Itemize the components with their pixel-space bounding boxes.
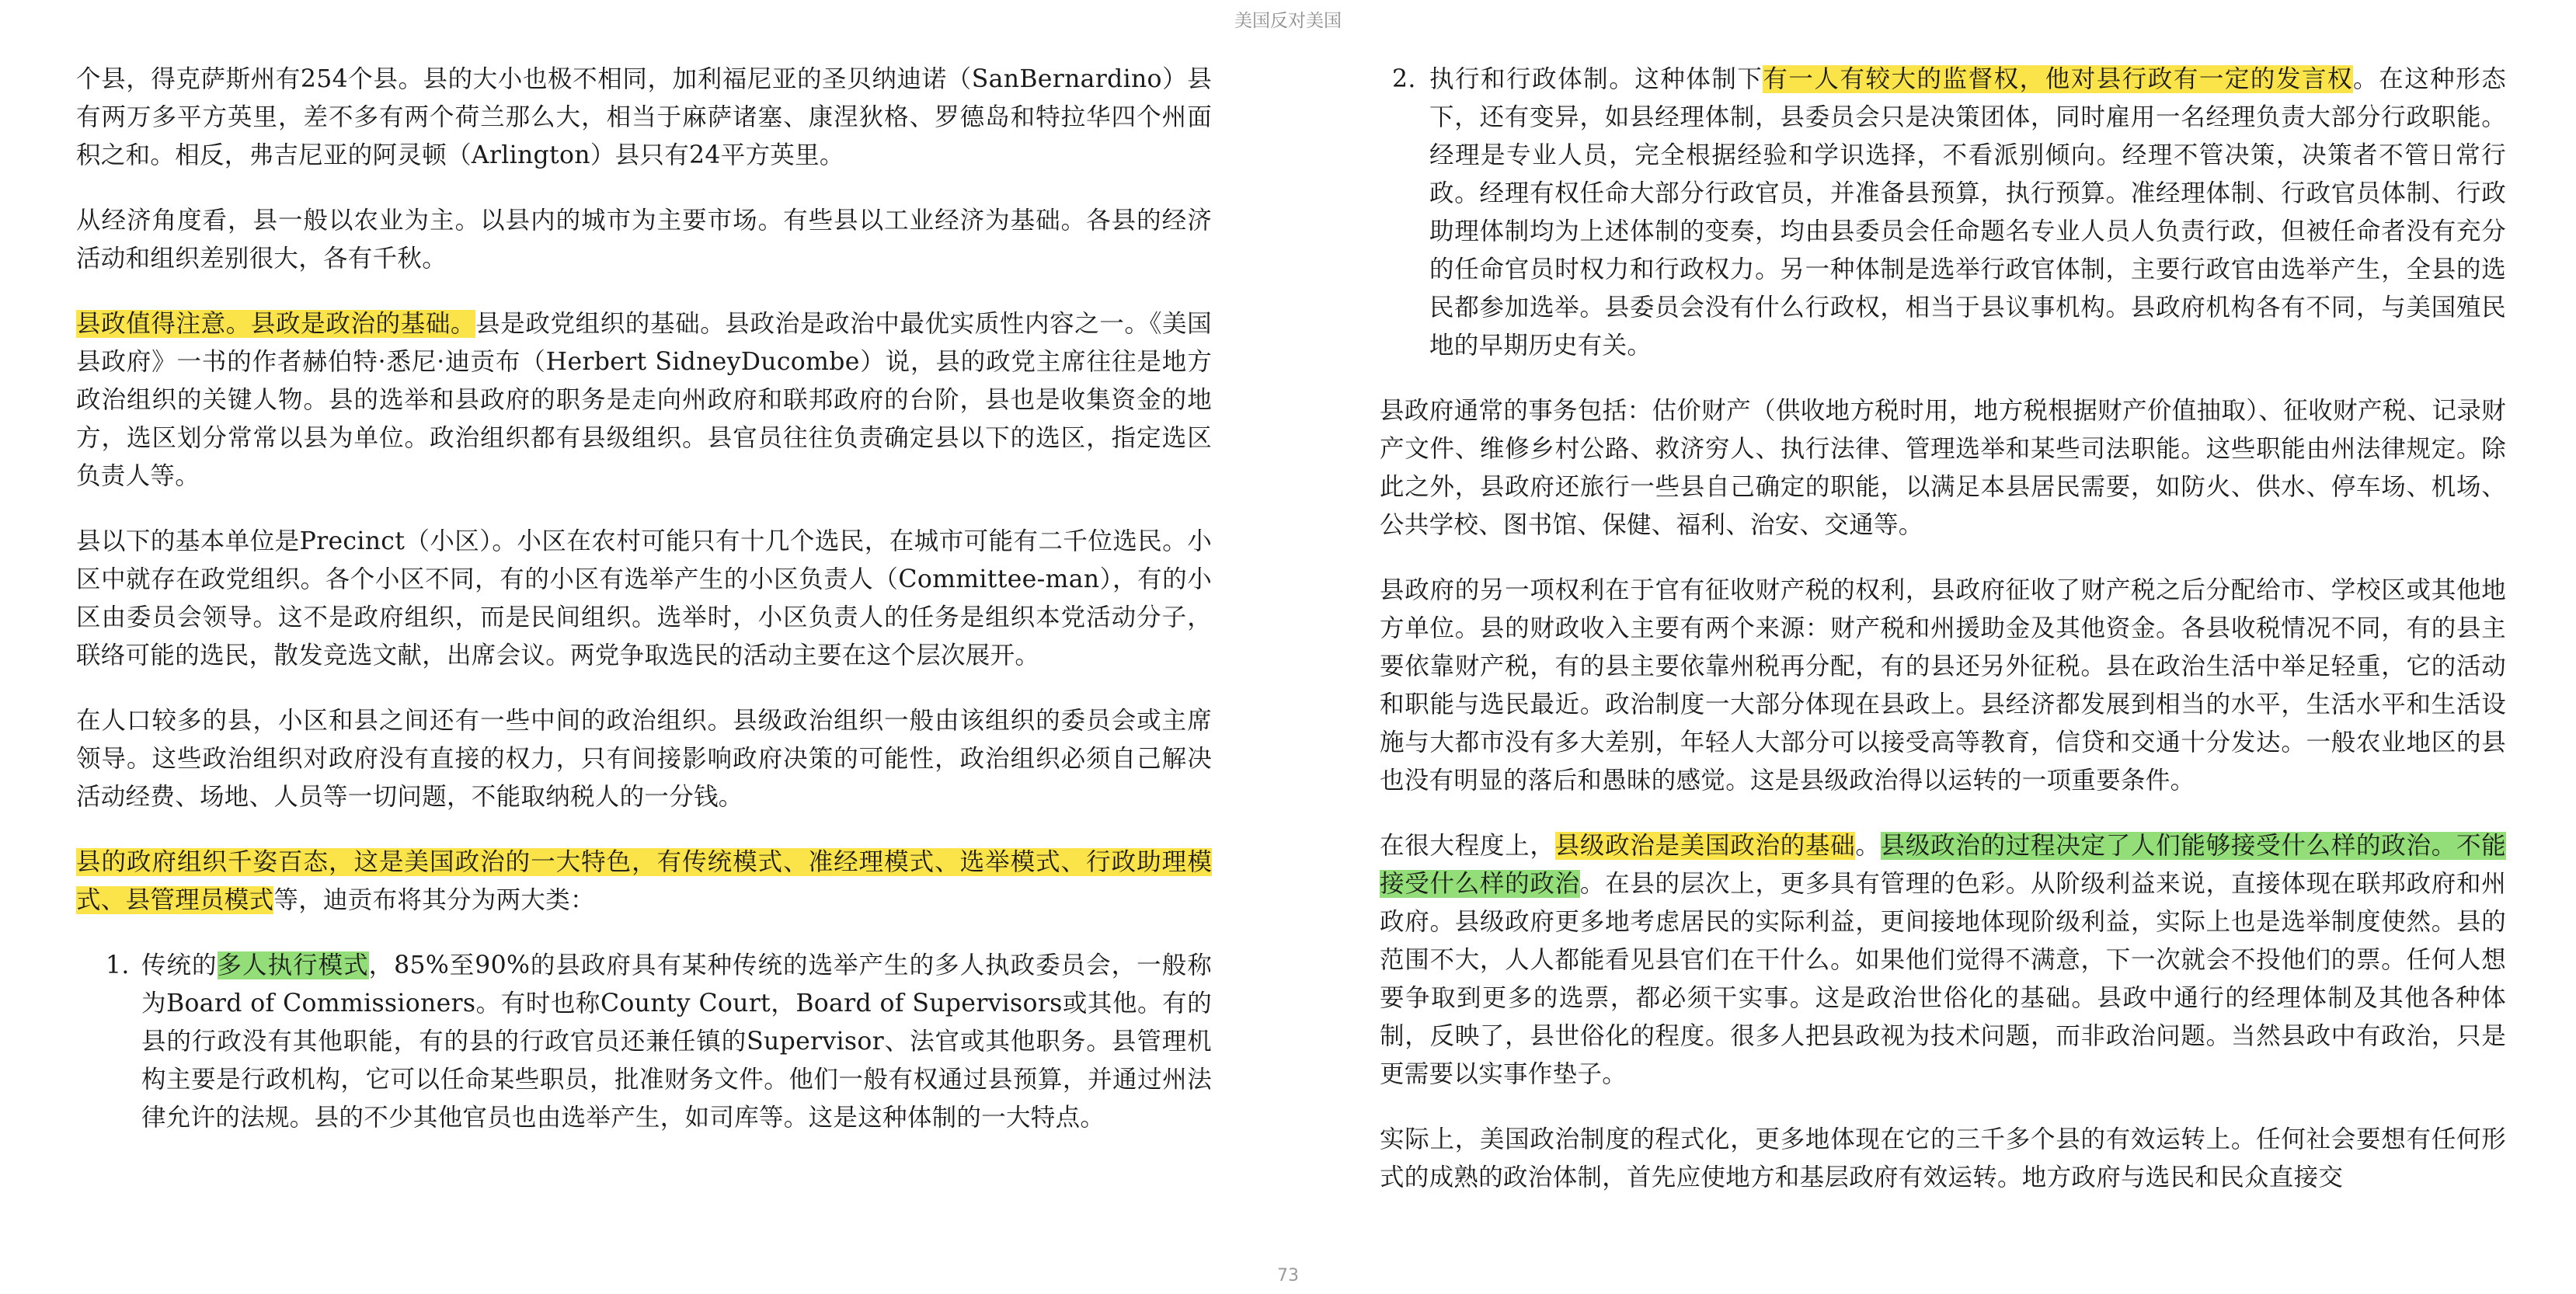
- left-page-column: [76, 61, 1212, 1164]
- list-number: 2.: [1392, 65, 1416, 93]
- book-title: 美国反对美国: [1234, 11, 1342, 31]
- right-page-column: [1380, 61, 2506, 1224]
- paragraph: 县政值得注意。县政是政治的基础。县是政党组织的基础。县政治是政治中最优实质性内容之一。《美国县政府》一书的作者赫伯特·悉尼·迪贡布（Herbert SidneyDucombe）说，县的政党主席往往是地方政治组织的关键人物。县的选举和县政府的职务是走向州政府和联邦政府的台阶，县也是收集资金的地方，选区划分常常以县为单位。政治组织都有县级组织。县官员往往负责确定县以下的选区，指定选区负责人等。: [76, 310, 1212, 490]
- highlight-yellow[interactable]: 县政值得注意。县政是政治的基础。: [76, 310, 476, 338]
- highlight-yellow[interactable]: 县的政府组织千姿百态，这是美国政治的一大特色，有传统模式、准经理模式、选举模式、行政助理模式、县管理员模式: [76, 848, 1212, 914]
- list-number: 1.: [106, 951, 130, 979]
- highlight-yellow[interactable]: 县级政治是美国政治的基础: [1554, 832, 1856, 860]
- paragraph: 县以下的基本单位是Precinct（小区）。小区在农村可能只有十几个选民，在城市可能有二千位选民。小区中就存在政党组织。各个小区不同，有的小区有选举产生的小区负责人（Committee-man），有的小区由委员会领导。这不是政府组织，而是民间组织。选举时，小区负责人的任务是组织本党活动分子，联络可能的选民，散发竞选文献，出席会议。两党争取选民的活动主要在这个层次展开。: [76, 527, 1212, 670]
- highlight-yellow[interactable]: 有一人有较大的监督权，他对县行政有一定的发言权: [1763, 65, 2354, 93]
- paragraph: 从经济角度看，县一般以农业为主。以县内的城市为主要市场。有些县以工业经济为基础。各县的经济活动和组织差别很大，各有千秋。: [76, 207, 1212, 273]
- page-number: 73: [1277, 1266, 1299, 1285]
- list-item: 1. 传统的多人执行模式，85%至90%的县政府具有某种传统的选举产生的多人执政委员会，一般称为Board of Commissioners。有时也称County Court，Board of Supervisors或其他。有的县的行政没有其他职能，有的县的行政官员还兼任镇的Supervisor、法官或其他职务。县管理机构主要是行政机构，它可以任命某些职员，批准财务文件。他们一般有权通过县预算，并通过州法律允许的法规。县的不少其他官员也由选举产生，如司库等。这是这种体制的一大特点。: [76, 947, 1212, 1137]
- paragraph: 县的政府组织千姿百态，这是美国政治的一大特色，有传统模式、准经理模式、选举模式、行政助理模式、县管理员模式等，迪贡布将其分为两大类：: [76, 848, 1212, 914]
- paragraph: 县政府通常的事务包括：估价财产（供收地方税时用，地方税根据财产价值抽取）、征收财产税、记录财产文件、维修乡村公路、救济穷人、执行法律、管理选举和某些司法职能。这些职能由州法律规定。除此之外，县政府还旅行一些县自己确定的职能，以满足本县居民需要，如防火、供水、停车场、机场、公共学校、图书馆、保健、福利、治安、交通等。: [1380, 397, 2506, 539]
- paragraph: 实际上，美国政治制度的程式化，更多地体现在它的三千多个县的有效运转上。任何社会要想有任何形式的成熟的政治体制，首先应使地方和基层政府有效运转。地方政府与选民和民众直接交: [1380, 1125, 2506, 1191]
- highlight-green[interactable]: 县级政治的过程决定了人们能够接受什么样的政治。不能接受什么样的政治: [1380, 832, 2506, 898]
- list-item: 2. 执行和行政体制。这种体制下有一人有较大的监督权，他对县行政有一定的发言权。在这种形态下，还有变异，如县经理体制，县委员会只是决策团体，同时雇用一名经理负责大部分行政职能。经理是专业人员，完全根据经验和学识选择，不看派别倾向。经理不管决策，决策者不管日常行政。经理有权任命大部分行政官员，并准备县预算，执行预算。准经理体制、行政官员体制、行政助理体制均为上述体制的变奏，均由县委员会任命题名专业人员人负责行政，但被任命者没有充分的任命官员时权力和行政权力。另一种体制是选举行政官体制，主要行政官由选举产生，全县的选民都参加选举。县委员会没有什么行政权，相当于县议事机构。县政府机构各有不同，与美国殖民地的早期历史有关。: [1380, 61, 2506, 365]
- paragraph: 在很大程度上，县级政治是美国政治的基础。县级政治的过程决定了人们能够接受什么样的政治。不能接受什么样的政治。在县的层次上，更多具有管理的色彩。从阶级利益来说，直接体现在联邦政府和州政府。县级政府更多地考虑居民的实际利益，更间接地体现阶级利益，实际上也是选举制度使然。县的范围不大，人人都能看见县官们在干什么。如果他们觉得不满意，下一次就会不投他们的票。任何人想要争取到更多的选票，都必须干实事。这是政治世俗化的基础。县政中通行的经理体制及其他各种体制，反映了，县世俗化的程度。很多人把县政视为技术问题，而非政治问题。当然县政中有政治，只是更需要以实事作垫子。: [1380, 832, 2506, 1088]
- paragraph: 个县，得克萨斯州有254个县。县的大小也极不相同，加利福尼亚的圣贝纳迪诺（SanBernardino）县有两万多平方英里，差不多有两个荷兰那么大，相当于麻萨诸塞、康涅狄格、罗德岛和特拉华四个州面积之和。相反，弗吉尼亚的阿灵顿（Arlington）县只有24平方英里。: [76, 65, 1212, 169]
- paragraph: 县政府的另一项权利在于官有征收财产税的权利，县政府征收了财产税之后分配给市、学校区或其他地方单位。县的财政收入主要有两个来源：财产税和州援助金及其他资金。各县收税情况不同，有的县主要依靠财产税，有的县主要依靠州税再分配，有的县还另外征税。县在政治生活中举足轻重，它的活动和职能与选民最近。政治制度一大部分体现在县政上。县经济都发展到相当的水平，生活水平和生活设施与大都市没有多大差别，年轻人大部分可以接受高等教育，信贷和交通十分发达。一般农业地区的县也没有明显的落后和愚昧的感觉。这是县级政治得以运转的一项重要条件。: [1380, 576, 2506, 795]
- paragraph: 在人口较多的县，小区和县之间还有一些中间的政治组织。县级政治组织一般由该组织的委员会或主席领导。这些政治组织对政府没有直接的权力，只有间接影响政府决策的可能性，政治组织必须自己解决活动经费、场地、人员等一切问题，不能取纳税人的一分钱。: [76, 707, 1212, 811]
- highlight-green[interactable]: 多人执行模式: [217, 951, 369, 979]
